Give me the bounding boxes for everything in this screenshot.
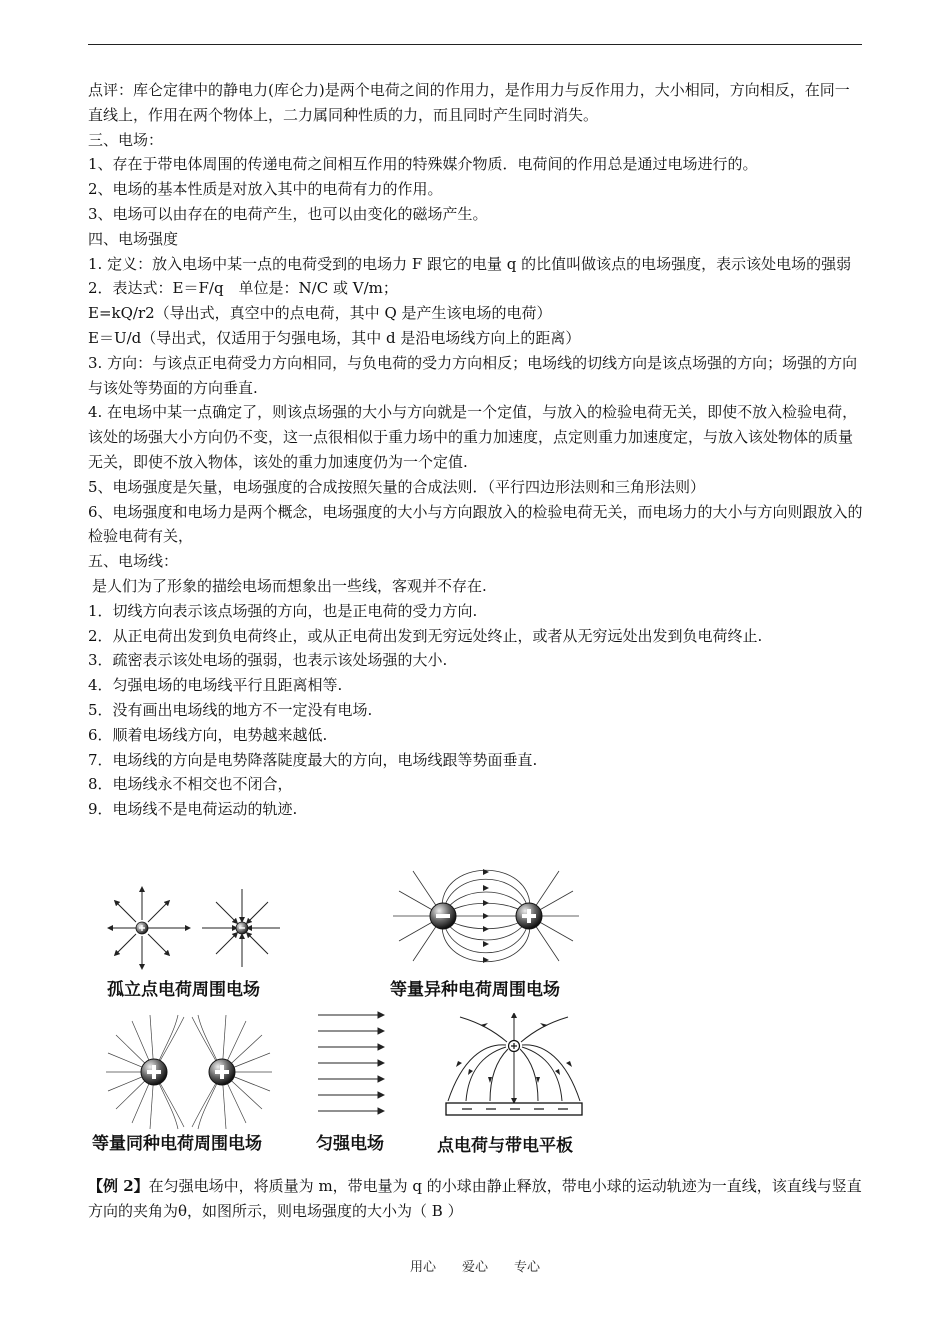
paragraph: 4. 在电场中某一点确定了，则该点场强的大小与方向就是一个定值，与放入的检验电荷无关，即使不放入检验电荷，该处的场强大小方向仍不变，这一点很相似于重力场中的重力加速度，点定则重力加速度定，与放入该处物体的质量无关，即使不放入物体，该处的重力加速度仍为一个定值.	[88, 403, 858, 471]
paragraph: 3. 方向：与该点正电荷受力方向相同，与负电荷的受力方向相反；电场线的切线方向是该点场强的方向；场强的方向与该处等势面的方向垂直.	[88, 353, 858, 397]
example-label: 【例 2】	[88, 1177, 149, 1195]
field-line-figures	[88, 855, 862, 1155]
formula-line: E＝U/d（导出式，仅适用于匀强电场，其中 d 是沿电场线方向上的距离）	[88, 328, 581, 347]
uniform-field-diagram	[316, 1007, 388, 1119]
list-item: 6．顺着电场线方向，电势越来越低.	[88, 725, 328, 744]
document-body	[88, 78, 864, 822]
caption-charge-plate: 点电荷与带电平板	[437, 1136, 573, 1156]
list-item: 1．切线方向表示该点场强的方向，也是正电荷的受力方向.	[88, 601, 478, 620]
paragraph: 是人们为了形象的描绘电场而想象出一些线，客观并不存在.	[92, 576, 487, 595]
list-item: 5．没有画出电场线的地方不一定没有电场.	[88, 700, 373, 719]
same-charges-diagram	[104, 1013, 274, 1131]
paragraph: 3、电场可以由存在的电荷产生，也可以由变化的磁场产生。	[88, 204, 488, 223]
example-2	[88, 1174, 864, 1224]
paragraph: 5、电场强度是矢量，电场强度的合成按照矢量的合成法则．（平行四边形法则和三角形法则）	[88, 477, 706, 496]
list-item: 2．从正电荷出发到负电荷终止，或从正电荷出发到无穷远处终止，或者从无穷远处出发到负电荷终止.	[88, 626, 763, 645]
caption-uniform-field: 匀强电场	[316, 1134, 384, 1154]
caption-opposite-charges: 等量异种电荷周围电场	[390, 980, 560, 1000]
list-item: 4．匀强电场的电场线平行且距离相等.	[88, 676, 343, 695]
charge-plate-diagram	[444, 1013, 586, 1121]
example-paragraph	[88, 1174, 864, 1224]
list-item: 8．电场线永不相交也不闭合，	[88, 775, 293, 794]
formula-line: E=kQ/r2（导出式，真空中的点电荷，其中 Q 是产生该电场的电荷）	[88, 304, 552, 323]
header-rule	[88, 44, 862, 45]
paragraph: 1. 定义：放入电场中某一点的电荷受到的电场力 F 跟它的电量 q 的比值叫做该点的电场强度，表示该处电场的强弱	[88, 254, 852, 273]
page-footer: 用心 爱心 专心	[409, 1260, 540, 1275]
list-item: 3．疏密表示该处电场的强弱，也表示该处场强的大小.	[88, 651, 448, 670]
paragraph: 2、电场的基本性质是对放入其中的电荷有力的作用。	[88, 180, 443, 199]
list-item: 7．电场线的方向是电势降落陡度最大的方向，电场线跟等势面垂直.	[88, 750, 538, 769]
opposite-charges-diagram	[391, 859, 581, 974]
formula-line: 2．表达式：E＝F/q 单位是：N/C 或 V/m；	[88, 279, 398, 298]
list-item: 9．电场线不是电荷运动的轨迹.	[88, 800, 298, 819]
paragraph: 6、电场强度和电场力是两个概念，电场强度的大小与方向跟放入的检验电荷无关，而电场力的大小与方向则跟放入的检验电荷有关，	[88, 502, 863, 546]
section-heading: 三、电场：	[88, 130, 164, 149]
section-heading: 五、电场线：	[88, 552, 179, 571]
section-heading: 四、电场强度	[88, 229, 179, 248]
isolated-charge-diagram	[92, 883, 292, 973]
example-text: 在匀强电场中，将质量为 m，带电量为 q 的小球由静止释放，带电小球的运动轨迹为一直线，该直线与竖直方向的夹角为θ，如图所示，则电场强度的大小为（ B ）	[88, 1177, 862, 1220]
caption-isolated-charge: 孤立点电荷周围电场	[107, 980, 260, 1000]
paragraph: 1、存在于带电体周围的传递电荷之间相互作用的特殊媒介物质．电荷间的作用总是通过电场进行的。	[88, 155, 758, 174]
comment-paragraph: 点评：库仑定律中的静电力(库仑力)是两个电荷之间的作用力，是作用力与反作用力，大小相同，方向相反，在同一直线上，作用在两个物体上，二力属同种性质的力，而且同时产生同时消失。	[88, 81, 850, 124]
caption-same-charges: 等量同种电荷周围电场	[92, 1134, 262, 1154]
